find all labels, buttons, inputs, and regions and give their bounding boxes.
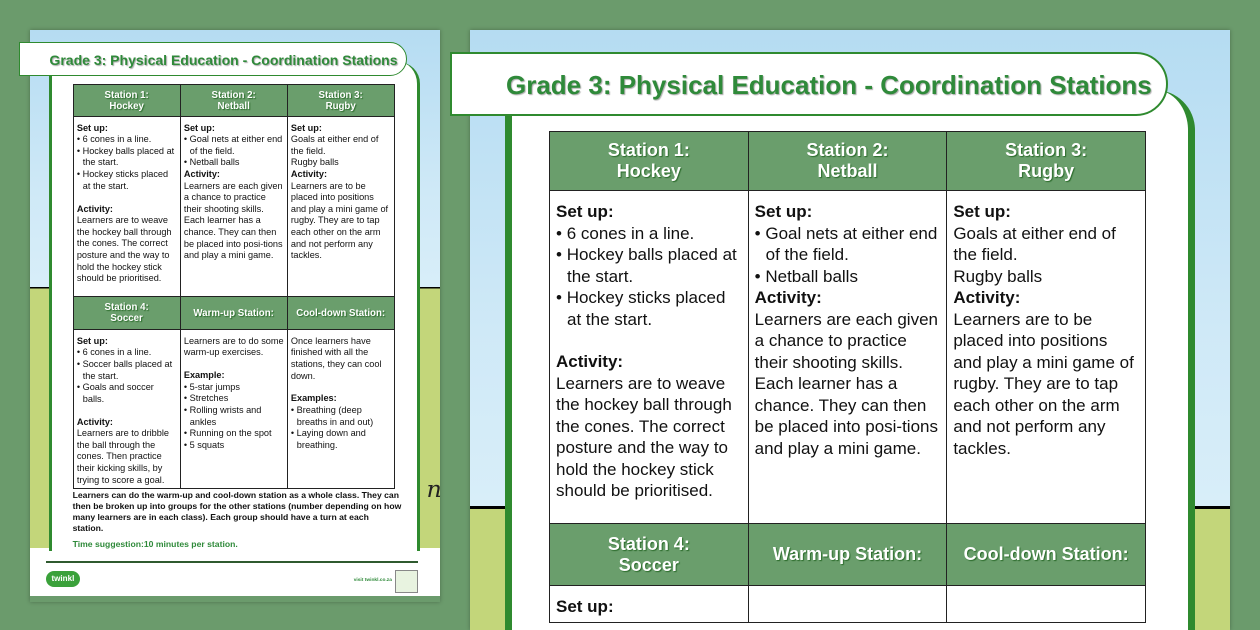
preview-page-large[interactable] bbox=[470, 30, 1230, 630]
section-text: Rugby balls bbox=[953, 266, 1043, 286]
list-item: • Goal nets at either end of the field. bbox=[184, 134, 284, 157]
list-item: • 6 cones in a line. bbox=[77, 347, 177, 359]
section-heading: Set up: bbox=[556, 202, 614, 221]
cell-soccer bbox=[550, 586, 749, 623]
section-heading: Set up: bbox=[953, 202, 1011, 221]
list-item: • Goal nets at either end of the field. bbox=[755, 223, 942, 266]
header-line: Station 2: bbox=[806, 140, 889, 160]
section-heading: Set up: bbox=[290, 122, 322, 133]
badge-icon bbox=[395, 570, 419, 594]
list-item: • Hockey balls placed at the start. bbox=[556, 244, 743, 287]
header-line: Rugby bbox=[325, 100, 356, 112]
cell-hockey bbox=[550, 191, 749, 524]
section-heading: Examples: bbox=[290, 393, 337, 404]
header-line: Netball bbox=[217, 100, 250, 112]
footer-link[interactable]: visit twinkl.co.za bbox=[353, 578, 392, 584]
header-cool-down bbox=[947, 524, 1146, 586]
header-line: Rugby bbox=[1018, 161, 1075, 181]
header-line: Hockey bbox=[109, 100, 144, 112]
section-text: Learners are each given a chance to practice their shooting skills. Each learner has a chance. They can then be placed into posi-tions and play a mini game. bbox=[183, 180, 283, 261]
cell-cool-down bbox=[287, 330, 394, 489]
cell-warm-up bbox=[748, 586, 947, 623]
twinkl-logo: twinkl bbox=[46, 571, 79, 587]
header-line: Station 4: bbox=[104, 302, 149, 314]
bullet-list bbox=[184, 382, 284, 452]
header-line: Station 3: bbox=[318, 89, 363, 101]
section-text: Goals at either end of the field. bbox=[290, 134, 379, 156]
cell-soccer bbox=[73, 330, 180, 489]
list-item: • Running on the spot bbox=[184, 428, 284, 440]
header-hockey bbox=[550, 132, 749, 191]
cell-rugby bbox=[287, 117, 394, 297]
stations-table bbox=[73, 84, 395, 489]
header-soccer bbox=[550, 524, 749, 586]
time-suggestion: Time suggestion:10 minutes per station. bbox=[72, 539, 238, 550]
list-item: • Hockey balls placed at the start. bbox=[77, 146, 177, 169]
header-line: Station 2: bbox=[211, 89, 256, 101]
section-heading: Set up: bbox=[76, 122, 108, 133]
section-heading: Activity: bbox=[754, 288, 822, 307]
section-text: Once learners have finished with all the stations, they can cool down. bbox=[290, 335, 382, 381]
class-note: Learners can do the warm-up and cool-down station as a whole class. They can then be broken up into groups for the other stations (number depending on how many learners are in each class). Each group should have a turn at each station. bbox=[72, 490, 402, 533]
section-heading: Set up: bbox=[183, 122, 215, 133]
header-line: Station 1: bbox=[607, 140, 690, 160]
header-line: Station 3: bbox=[1005, 140, 1088, 160]
section-text: Learners are to weave the hockey ball through the cones. The correct posture and the way to hold the hockey stick should be prioritised. bbox=[76, 215, 172, 284]
header-line: Soccer bbox=[110, 313, 143, 325]
section-text: Learners are to be placed into positions and play a mini game of rugby. They are to tap each other on the arm and not perform any tackles. bbox=[953, 309, 1134, 458]
stations-table bbox=[549, 131, 1146, 623]
list-item: • Breathing (deep breaths in and out) bbox=[291, 405, 391, 428]
header-netball bbox=[180, 85, 287, 117]
bullet-list bbox=[291, 405, 391, 451]
header-line: Cool-down Station: bbox=[296, 307, 386, 319]
header-netball bbox=[748, 132, 947, 191]
header-soccer bbox=[73, 296, 180, 329]
header-line: Station 4: bbox=[607, 533, 690, 554]
header-warm-up bbox=[180, 296, 287, 329]
cell-rugby bbox=[947, 191, 1146, 524]
cell-netball bbox=[180, 117, 287, 297]
section-heading: Activity: bbox=[183, 169, 220, 180]
decorative-letter: n bbox=[426, 474, 442, 503]
cell-netball bbox=[748, 191, 947, 524]
header-line: Soccer bbox=[618, 554, 679, 575]
section-heading: Activity: bbox=[953, 288, 1021, 307]
header-line: Warm-up Station: bbox=[772, 544, 923, 564]
list-item: • Netball balls bbox=[184, 157, 284, 169]
list-item: • Laying down and breathing. bbox=[291, 428, 391, 451]
header-warm-up bbox=[748, 524, 947, 586]
section-text: Learners are to be placed into positions and play a mini game of rugby. They are to tap each other on the arm and not perform any tackles. bbox=[290, 180, 389, 261]
header-hockey bbox=[73, 85, 180, 117]
section-heading: Activity: bbox=[556, 352, 624, 371]
bullet-list bbox=[184, 134, 284, 169]
list-item: • Goals and soccer balls. bbox=[77, 382, 177, 405]
footer-divider bbox=[46, 561, 418, 563]
page-title: Grade 3: Physical Education - Coordination Stations bbox=[506, 70, 1152, 100]
section-heading: Example: bbox=[183, 370, 225, 381]
bullet-list bbox=[77, 134, 177, 192]
section-heading: Set up: bbox=[556, 597, 614, 616]
header-cool-down bbox=[287, 296, 394, 329]
list-item: • Stretches bbox=[184, 393, 284, 405]
list-item: • 6 cones in a line. bbox=[556, 223, 743, 245]
header-line: Hockey bbox=[616, 161, 681, 181]
section-text: Learners are to dribble the ball through the cones. Then practice their kicking skills, by trying to score a goal. bbox=[76, 428, 169, 485]
cell-hockey bbox=[73, 117, 180, 297]
bullet-list bbox=[755, 223, 942, 288]
list-item: • Netball balls bbox=[755, 266, 942, 288]
section-text: Learners are to do some warm-up exercises. bbox=[183, 335, 284, 358]
header-rugby bbox=[947, 132, 1146, 191]
section-heading: Set up: bbox=[76, 335, 108, 346]
worksheet-page bbox=[30, 30, 440, 596]
preview-page-small[interactable] bbox=[30, 30, 440, 602]
section-text: Learners are to weave the hockey ball through the cones. The correct posture and the way to hold the hockey stick should be prioritised. bbox=[556, 373, 732, 500]
cell-warm-up bbox=[180, 330, 287, 489]
section-text: Learners are each given a chance to practice their shooting skills. Each learner has a chance. They can then be placed into posi-tions and play a mini game. bbox=[754, 309, 938, 458]
section-heading: Activity: bbox=[76, 416, 113, 427]
section-heading: Activity: bbox=[290, 169, 327, 180]
list-item: • 6 cones in a line. bbox=[77, 134, 177, 146]
list-item: • 5 squats bbox=[184, 440, 284, 452]
header-rugby bbox=[287, 85, 394, 117]
bullet-list bbox=[556, 223, 743, 331]
list-item: • Rolling wrists and ankles bbox=[184, 405, 284, 428]
section-heading: Activity: bbox=[76, 203, 113, 214]
header-line: Warm-up Station: bbox=[193, 307, 274, 319]
page-title: Grade 3: Physical Education - Coordination Stations bbox=[49, 51, 398, 68]
bullet-list bbox=[77, 347, 177, 405]
worksheet-page bbox=[470, 30, 1230, 630]
section-text: Goals at either end of the field. bbox=[953, 223, 1116, 264]
cell-cool-down bbox=[947, 586, 1146, 623]
section-heading: Set up: bbox=[754, 202, 813, 221]
header-line: Station 1: bbox=[104, 89, 149, 101]
list-item: • Hockey sticks placed at the start. bbox=[77, 169, 177, 192]
section-text: Rugby balls bbox=[290, 157, 339, 168]
list-item: • Soccer balls placed at the start. bbox=[77, 359, 177, 382]
header-line: Netball bbox=[817, 161, 878, 181]
list-item: • Hockey sticks placed at the start. bbox=[556, 287, 743, 330]
header-line: Cool-down Station: bbox=[963, 544, 1129, 564]
list-item: • 5-star jumps bbox=[184, 382, 284, 394]
